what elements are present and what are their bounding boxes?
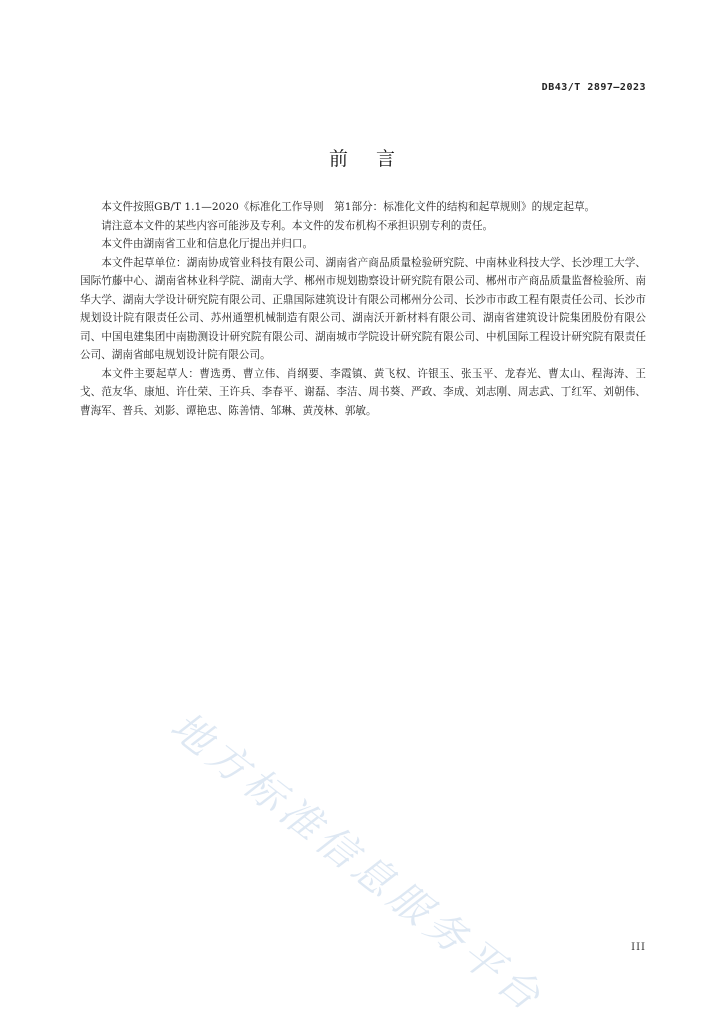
- paragraph-drafters: 本文件主要起草人：曹选勇、曹立伟、肖纲要、李霞镇、黄飞权、许银玉、张玉平、龙春光、曹太山、程海涛、王戈、范友华、康旭、许仕荣、王许兵、李春平、谢磊、李洁、周书葵、严政、李成、刘志刚、周志武、丁红军、刘朝伟、曹海军、普兵、刘影、谭艳忠、陈善情、邹琳、黄茂林、郭敏。: [80, 367, 646, 417]
- paragraph-patent-notice: 请注意本文件的某些内容可能涉及专利。本文件的发布机构不承担识别专利的责任。: [101, 219, 494, 232]
- watermark: 地方标准信息服务平台: [161, 703, 553, 1023]
- paragraph-proposer: 本文件由湖南省工业和信息化厅提出并归口。: [101, 238, 314, 250]
- page-number: III: [631, 942, 646, 953]
- page-title: 前言: [328, 148, 423, 170]
- paragraph-drafting-units: 本文件起草单位：湖南协成管业科技有限公司、湖南省产商品质量检验研究院、中南林业科技大学、长沙理工大学、国际竹藤中心、湖南省林业科学院、湖南大学、郴州市规划勘察设计研究院有限公司、郴州市产商品质量监督检验所、南华大学、湖南大学设计研究院有限公司、正鼎国际建筑设计有限公司郴州分公司、长沙市市政工程有限责任公司、长沙市规划设计院有限责任公司、苏州通塑机械制造有限公司、湖南沃开新材料有限公司、湖南省建筑设计院集团股份有限公司、中国电建集团中南勘测设计研究院有限公司、湖南城市学院设计研究院有限公司、中机国际工程设计研究院有限责任公司、湖南省邮电规划设计院有限公司。: [80, 256, 646, 361]
- standard-number: DB43/T 2897—2023: [541, 82, 646, 93]
- foreword-body: [80, 198, 646, 420]
- paragraph-drafting-rules: 本文件按照GB/T 1.1—2020《标准化工作导则 第1部分：标准化文件的结构和起草规则》的规定起草。: [101, 201, 596, 213]
